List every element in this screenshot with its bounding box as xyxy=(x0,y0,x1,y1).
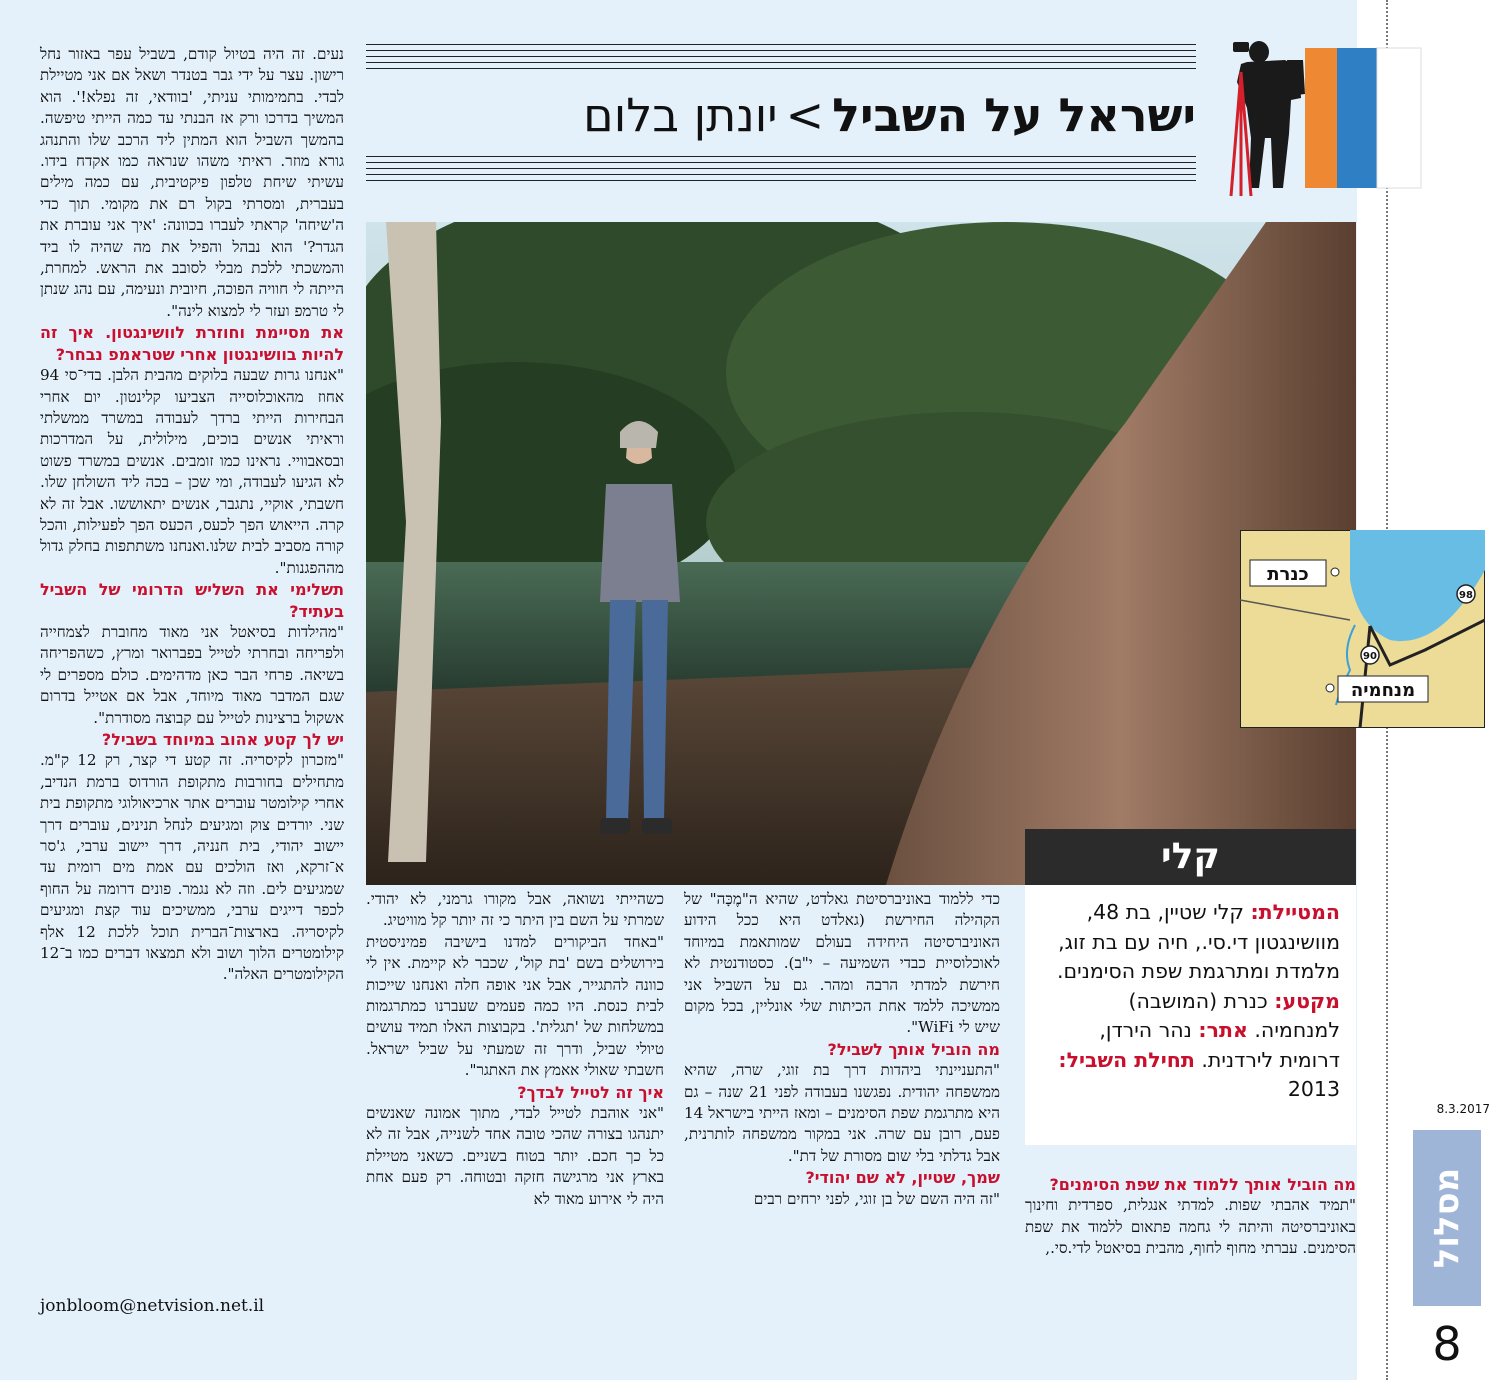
hiker-label: המטיילת: xyxy=(1250,900,1340,924)
section-name: מסלול xyxy=(1427,1167,1467,1269)
issue-date: 8.3.2017 xyxy=(1436,1102,1490,1116)
map-label-kinneret: כנרת xyxy=(1267,564,1309,585)
column-right xyxy=(1025,1174,1356,1260)
road-98: 98 xyxy=(1459,590,1473,601)
profile-name: קלי xyxy=(1025,829,1356,885)
headline-rules-top xyxy=(366,44,1196,74)
site-label: אתר: xyxy=(1198,1018,1248,1042)
hiker-photo xyxy=(366,222,1356,885)
headline xyxy=(366,78,1196,152)
headline-author: יונתן בלום xyxy=(583,88,778,142)
page-number: 8 xyxy=(1432,1317,1462,1371)
question-heading: מה הוביל אותך ללמוד את שפת הסימנים? xyxy=(1049,1175,1356,1194)
question-heading: שמך, שטיין, לא שם יהודי? xyxy=(805,1168,1000,1188)
paragraph: "מהילדות בסיאטל אני מאוד מחוברת לצמחייה ולפריחה ובחרתי לטייל בפברואר ומרץ, כשהפריחה בשיאה. פרחי הבר כאן מדהימים. כולם מספרים לי שגם המדבר מאוד מיוחד, אבל אם אטייל בדרום אשקול ברצינות לטייל עם קבוצה מסודרת". xyxy=(40,622,344,727)
map-label-menahemia: מנחמיה xyxy=(1350,680,1416,701)
paragraph: "אני אוהבת לטייל לבדי, מתוך אמונה שאנשים יתנהגו בצורה שהכי טובה אחד לשנייה, אבל זה לא כל כך חכם. יותר בטוח בשניים. כשאני מטיילת בארץ אני מרגישה חזקה ובטוחה. רק פעם אחת היה לי אירוע מאוד לא xyxy=(366,1104,664,1208)
paragraph: "מזכרון לקיסריה. זה קטע די קצר, רק 12 ק"מ. מתחילים בחורבות מתקופת הורדוס ברמת הנדיב, אחרי קילומטר עוברים אתר ארכיאולוגי מתקופת בית שני. יורדים צוק ומגיעים לנחל תנינים, עוברים דרך יישוב יהודי, בית חנניה, דרך יישוב ערבי, ג'סר א־זרקא, ואז הולכים עם אמת מים רומית עד שמגיעים לים. וזה לא נגמר. פונים דרומה על החוף לכפר דייגים ערבי, ממשיכים עוד קצת ומגיעים לקיסריה. בארצות־הברית תוכל ללכת 12 אלף קילומטרים הלוך ושוב ולא תמצאו דברים כמו ב־12 הקילומטרים האלה". xyxy=(40,751,344,984)
route-map xyxy=(1240,530,1485,728)
paragraph: "באחד הביקורים למדנו בישיבה פמיניסטית בירושלים בשם 'בת קול', שכבר לא קיימת. אין לי כוונה להתגייר, אבל אני אופה חלה ואנחנו שייכות לבית כנסת. היו כמה פעמים שעברנו כמתרגמות במשלחות של 'תגלית'. בקבוצות האלו תמיד עושים טיולי שביל, ודרך זה שמעתי על שביל ישראל. חשבתי שאולי אאמץ את האתגר". xyxy=(366,932,664,1080)
hiker-text: קלי שטיין, בת 48, מוושינגטון די.סי., חיה עם בת זוג, מלמדת ומתרגמת שפת הסימנים. xyxy=(1056,900,1340,983)
paragraph: "זה היה השם של בן זוגי, לפני ירחים רבים xyxy=(753,1189,1000,1208)
question-heading: מה הוביל אותך לשביל? xyxy=(827,1039,1000,1059)
question-heading: איך זה לטייל לבדך? xyxy=(517,1082,664,1102)
question-heading: יש לך קטע אהוב במיוחד בשביל? xyxy=(101,730,344,749)
trail-start-label: תחילת השביל: xyxy=(1058,1047,1195,1072)
paragraph: "אנחנו גרות שבעה בלוקים מהבית הלבן. בדי־סי 94 אחוז מהאוכלוסייה הצביעו קלינטון. יום אחרי הבחירות הייתי ברדך לעבודה במשרד ממשלתי וראיתי אנשים בוכים, מילולית, על המדרכות ובסאבוויי. נראינו כמו זומבים. אנשים במשרד פשוט לא הגיעו לעבודה, ומי שכן – בכה ליד השולחן שלו. חשבתי, אוקיי, נתגבר, אנשים יתאוששו. אבל זה לא קרה. הייאוש הפך לכעס, הכעס הפך לפעילות, והכל קורה מסביב לבית שלנו.ואנחנו משתתפות בחלק גדול מההפגנות". xyxy=(40,366,344,577)
column-logo xyxy=(1225,38,1425,200)
segment-label: מקטע: xyxy=(1274,988,1340,1013)
segment-text: כנרת (המושבה) למנחמיה. xyxy=(1128,988,1340,1042)
column-mid-left xyxy=(366,889,664,1210)
paragraph: כדי ללמוד באוניברסיטת גאלדט, שהיא ה"מֶכָּה" של הקהילה החירשת (גאלדט היא ככל הידוע האוניברסיטה היחידה בעולם שמותאמת במיוחד לאוכלוסיית כבדי השמיעה – י"ב). כסטודנטית לא חירשת למדתי הרבה ומהר. גם על השביל אני ממשיכה ללמד אחת הכיתות שלי אונליין, בכל מקום שיש לי WiFi". xyxy=(684,890,1000,1037)
paragraph: נעים. זה היה בטיול קודם, בשביל עפר באזור נחל רישון. עצר על ידי גבר בטנדר ושאל אם אני מטיילת לבדי. בתמימותי עניתי, 'בוודאי, זה נפלא!'. הוא המשיך בדרכו ורק אז הבנתי עד כמה הייתי טיפשה. בהמשך השביל הוא המתין ליד הרכב שלו והתנהג גורא מוזר. ראיתי משהו שנראה כמו אקדח בידו. עשיתי שיחת טלפון פיקטיבית, עם כמה מילים בעברית, ומסרתי בקול רם את מקומי. תוך כדי ה'שיחה' קראתי לעברו בכוונה: 'איך אני עוברת את הגדר?' הוא נבהל והפיל את מה שהיה לו ביד והמשכתי ללכת מבלי לסובב את הראש. למחרת, הייתה לי חוויה הפוכה, חיובית ונעימה, עם נהג שנתן לי טרמפ ועזר לי למצוא לינה". xyxy=(40,45,344,320)
paragraph: "התעניינתי ביהדות דרך בת זוגי, שרה, שהיא ממשפחה יהודית. נפגשנו בעבודה לפני 21 שנה – גם היא מתרגמת שפת הסימנים – ומאז הייתי בישראל 14 פעם, רובן עם שרה. אני במקור ממשפחה לותרנית, אבל גדלתי בלי שום מסורת של דת". xyxy=(684,1061,1001,1165)
road-90: 90 xyxy=(1363,651,1377,662)
column-mid-right xyxy=(684,889,1000,1210)
profile-info-box xyxy=(1025,885,1356,1145)
section-tab xyxy=(1413,1130,1481,1306)
headline-rules-bottom xyxy=(366,156,1196,186)
question-heading: תשלימי את השליש הדרומי של השביל בעתיד? xyxy=(40,580,344,621)
trail-start-year: 2013 xyxy=(1287,1077,1340,1101)
author-email: jonbloom@netvision.net.il xyxy=(40,1296,265,1316)
column-far-left xyxy=(40,44,344,986)
headline-arrow: > xyxy=(785,88,825,142)
headline-title: ישראל על השביל xyxy=(832,88,1196,142)
question-heading: את מסיימת וחוזרת לוושינגטון. איך זה להיות בוושינגטון אחרי שטראמפ נבחר? xyxy=(40,323,344,364)
paragraph: כשהייתי נשואה, אבל מקורו גרמני, לא יהודי. שמרתי על השם בין היתר כי זה יותר קל מוויטיג. xyxy=(366,890,664,930)
site-text: נהר הירדן, דרומית לירדנית. xyxy=(1099,1018,1340,1072)
paragraph: "תמיד אהבתי שפות. למדתי אנגלית, ספרדית וחינוך באוניברסיטה והיתה לי גחמה פתאום ללמוד את שפת הסימנים. עברתי מחוף לחוף, מהבית בסיאטל לדי.סי., xyxy=(1025,1196,1356,1258)
